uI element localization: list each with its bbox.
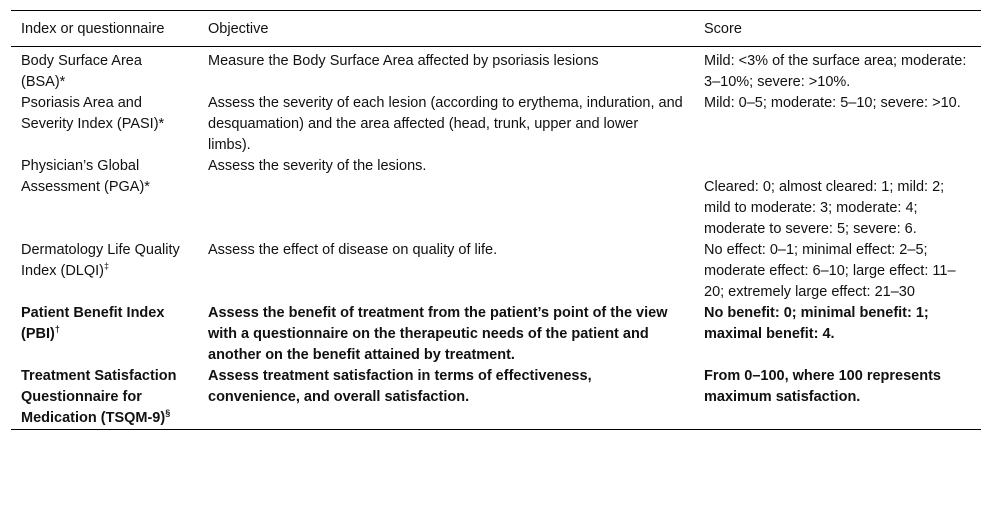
index-cell: Treatment Satisfaction Questionnaire for Medication (TSQM-9)§: [21, 368, 177, 426]
table-row: [11, 366, 981, 430]
header-index: Index or questionnaire: [21, 21, 165, 37]
table-row: [11, 93, 981, 156]
table-row: [11, 47, 981, 94]
index-cell: Dermatology Life Quality Index (DLQI)‡: [21, 242, 180, 279]
objective-cell: Assess the effect of disease on quality of life.: [208, 242, 498, 258]
score-cell: From 0–100, where 100 represents maximum satisfaction.: [704, 368, 941, 405]
index-cell: Patient Benefit Index (PBI)†: [21, 305, 165, 342]
header-score: Score: [704, 21, 742, 37]
score-cell: No benefit: 0; minimal benefit: 1; maximal benefit: 4.: [704, 305, 929, 342]
table-container: [11, 10, 981, 430]
header-row: [11, 11, 981, 47]
index-cell: Psoriasis Area and Severity Index (PASI)*: [21, 95, 165, 132]
objective-cell: Assess the severity of each lesion (according to erythema, induration, and desquamation) and the area affected (head, trunk, upper and lower limbs).: [208, 95, 683, 153]
indices-table: [11, 10, 981, 430]
objective-cell: Assess the severity of the lesions.: [208, 158, 427, 174]
objective-cell: Assess treatment satisfaction in terms of effectiveness, convenience, and overall satisfaction.: [208, 368, 592, 405]
table-row: [11, 240, 981, 303]
table-row: [11, 303, 981, 366]
score-cell: No effect: 0–1; minimal effect: 2–5; moderate effect: 6–10; large effect: 11–20; extremely large effect: 21–30: [704, 242, 956, 300]
objective-cell: Measure the Body Surface Area affected by psoriasis lesions: [208, 53, 599, 69]
index-cell: Physician’s Global Assessment (PGA)*: [21, 158, 150, 195]
table-row: [11, 156, 981, 240]
score-cell: Mild: 0–5; moderate: 5–10; severe: >10.: [704, 95, 961, 111]
score-cell: Mild: <3% of the surface area; moderate: 3–10%; severe: >10%.: [704, 53, 967, 90]
header-objective: Objective: [208, 21, 269, 37]
table-body: [11, 47, 981, 430]
table-header: [11, 11, 981, 47]
objective-cell: Assess the benefit of treatment from the patient’s point of the view with a questionnaire on the therapeutic needs of the patient and another on the benefit attained by treatment.: [208, 305, 668, 363]
index-cell: Body Surface Area (BSA)*: [21, 53, 142, 90]
score-cell: Cleared: 0; almost cleared: 1; mild: 2; mild to moderate: 3; moderate: 4; moderate to severe: 5; severe: 6.: [704, 179, 945, 237]
